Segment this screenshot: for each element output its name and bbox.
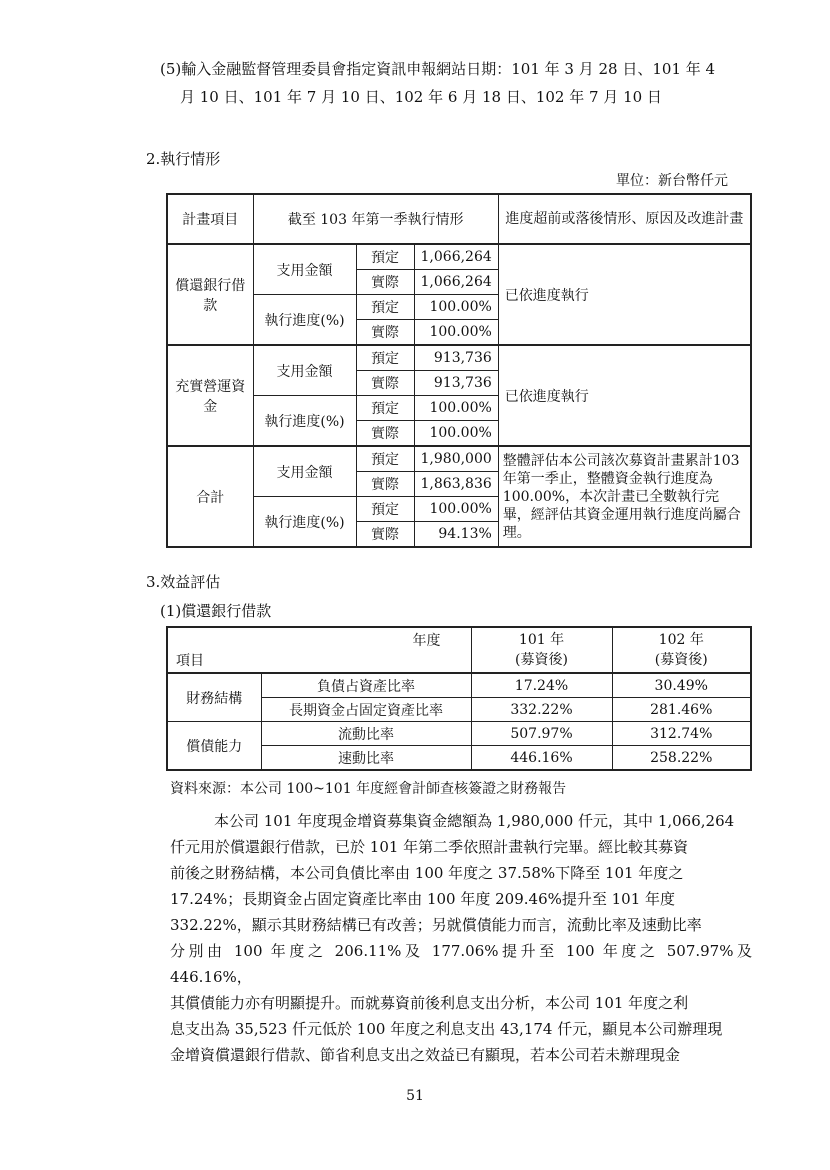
paragraph-line: 息支出為 35,523 仟元低於 100 年度之利息支出 43,174 仟元，顯見本公司辦理現 <box>170 1020 723 1038</box>
row-value-102: 30.49% <box>612 673 751 698</box>
header-reason: 進度超前或落後情形、原因及改進計畫 <box>498 194 751 244</box>
header-item: 項目 <box>176 653 204 669</box>
amount-planned: 1,066,264 <box>414 244 498 270</box>
group-note: 整體評估本公司該次募資計畫累計103年第一季止，整體資金執行進度為100.00%，本次計畫已全數執行完畢，經評估其資金運用執行進度尚屬合理。 <box>498 446 751 547</box>
row-value-101: 507.97% <box>471 722 612 746</box>
amount-label: 支用金額 <box>253 244 356 295</box>
pct-planned: 100.00% <box>414 396 498 421</box>
header-year: 年度 <box>412 633 441 649</box>
paragraph-line: 本公司 101 年度現金增資募集資金總額為 1,980,000 仟元，其中 1,066,264 <box>214 812 735 830</box>
amount-actual: 1,066,264 <box>414 270 498 295</box>
row-value-101: 332.22% <box>471 698 612 722</box>
pct-actual: 94.13% <box>414 522 498 548</box>
paragraph-line: 其償債能力亦有明顯提升。而就募資前後利息支出分析，本公司 101 年度之利 <box>170 994 689 1012</box>
table-row <box>167 722 751 746</box>
pct-actual: 100.00% <box>414 320 498 346</box>
planned-label: 預定 <box>356 244 414 270</box>
planned-label: 預定 <box>356 345 414 371</box>
execution-table <box>166 193 752 548</box>
header-102-sub: (募資後) <box>654 652 708 668</box>
section-3-heading: 3.效益評估 <box>146 573 221 591</box>
body-paragraph <box>170 808 752 1068</box>
row-group: 償債能力 <box>167 722 261 771</box>
planned-label: 預定 <box>356 396 414 421</box>
amount-actual: 913,736 <box>414 371 498 396</box>
row-label: 速動比率 <box>261 746 471 771</box>
row-group: 財務結構 <box>167 673 261 722</box>
actual-label: 實際 <box>356 472 414 497</box>
amount-actual: 1,863,836 <box>414 472 498 497</box>
paragraph-line: 17.24%；長期資金占固定資產比率由 100 年度 209.46%提升至 101 年度 <box>170 890 676 908</box>
group-note: 已依進度執行 <box>498 345 751 446</box>
section-2-heading: 2.執行情形 <box>146 150 221 168</box>
planned-label: 預定 <box>356 446 414 472</box>
amount-planned: 1,980,000 <box>414 446 498 472</box>
intro-line-1: (5)輸入金融監督管理委員會指定資訊申報網站日期：101 年 3 月 28 日、101 年 4 <box>160 60 716 78</box>
data-source: 資料來源：本公司 100~101 年度經會計師查核簽證之財務報告 <box>170 781 567 797</box>
header-101-year: 101 年 <box>518 632 565 648</box>
row-value-102: 312.74% <box>612 722 751 746</box>
intro-line-2: 月 10 日、101 年 7 月 10 日、102 年 6 月 18 日、102 年 7 月 10 日 <box>180 88 662 106</box>
progress-label: 執行進度(%) <box>253 295 356 346</box>
row-value-101: 446.16% <box>471 746 612 771</box>
pct-planned: 100.00% <box>414 295 498 320</box>
planned-label: 預定 <box>356 497 414 522</box>
corner-header <box>167 627 471 673</box>
header-101-sub: (募資後) <box>515 652 568 668</box>
planned-label: 預定 <box>356 295 414 320</box>
actual-label: 實際 <box>356 421 414 447</box>
paragraph-line: 332.22%，顯示其財務結構已有改善；另就償債能力而言，流動比率及速動比率 <box>170 916 702 934</box>
paragraph-line: 金增資償還銀行借款、節省利息支出之效益已有顯現，若本公司若未辦理現金 <box>170 1046 681 1064</box>
row-value-102: 258.22% <box>612 746 751 771</box>
paragraph-line: 前後之財務結構，本公司負債比率由 100 年度之 37.58%下降至 101 年度之 <box>170 864 684 882</box>
pct-planned: 100.00% <box>414 497 498 522</box>
table-row <box>167 673 751 698</box>
row-value-101: 17.24% <box>471 673 612 698</box>
group-name: 合計 <box>167 446 253 547</box>
group-note: 已依進度執行 <box>498 244 751 345</box>
header-item: 計畫項目 <box>167 194 253 244</box>
amount-planned: 913,736 <box>414 345 498 371</box>
header-102-year: 102 年 <box>658 632 704 648</box>
header-101 <box>471 627 612 673</box>
amount-label: 支用金額 <box>253 345 356 396</box>
unit-label: 單位：新台幣仟元 <box>616 173 728 189</box>
actual-label: 實際 <box>356 371 414 396</box>
actual-label: 實際 <box>356 522 414 548</box>
row-label: 流動比率 <box>261 722 471 746</box>
benefit-table <box>166 626 752 771</box>
header-102 <box>612 627 751 673</box>
progress-label: 執行進度(%) <box>253 497 356 548</box>
group-name: 償還銀行借款 <box>167 244 253 345</box>
row-label: 長期資金占固定資產比率 <box>261 698 471 722</box>
page-number: 51 <box>406 1088 424 1104</box>
paragraph-line: 仟元用於償還銀行借款，已於 101 年第二季依照計畫執行完畢。經比較其募資 <box>170 838 689 856</box>
actual-label: 實際 <box>356 320 414 346</box>
row-value-102: 281.46% <box>612 698 751 722</box>
header-progress: 截至 103 年第一季執行情形 <box>253 194 498 244</box>
row-label: 負債占資產比率 <box>261 673 471 698</box>
actual-label: 實際 <box>356 270 414 295</box>
paragraph-line: 分別由 100 年度之 206.11%及 177.06%提升至 100 年度之 507.97%及 446.16%， <box>170 942 752 986</box>
group-name: 充實營運資金 <box>167 345 253 446</box>
section-3-subheading: (1)償還銀行借款 <box>160 602 272 620</box>
progress-label: 執行進度(%) <box>253 396 356 447</box>
amount-label: 支用金額 <box>253 446 356 497</box>
pct-actual: 100.00% <box>414 421 498 447</box>
